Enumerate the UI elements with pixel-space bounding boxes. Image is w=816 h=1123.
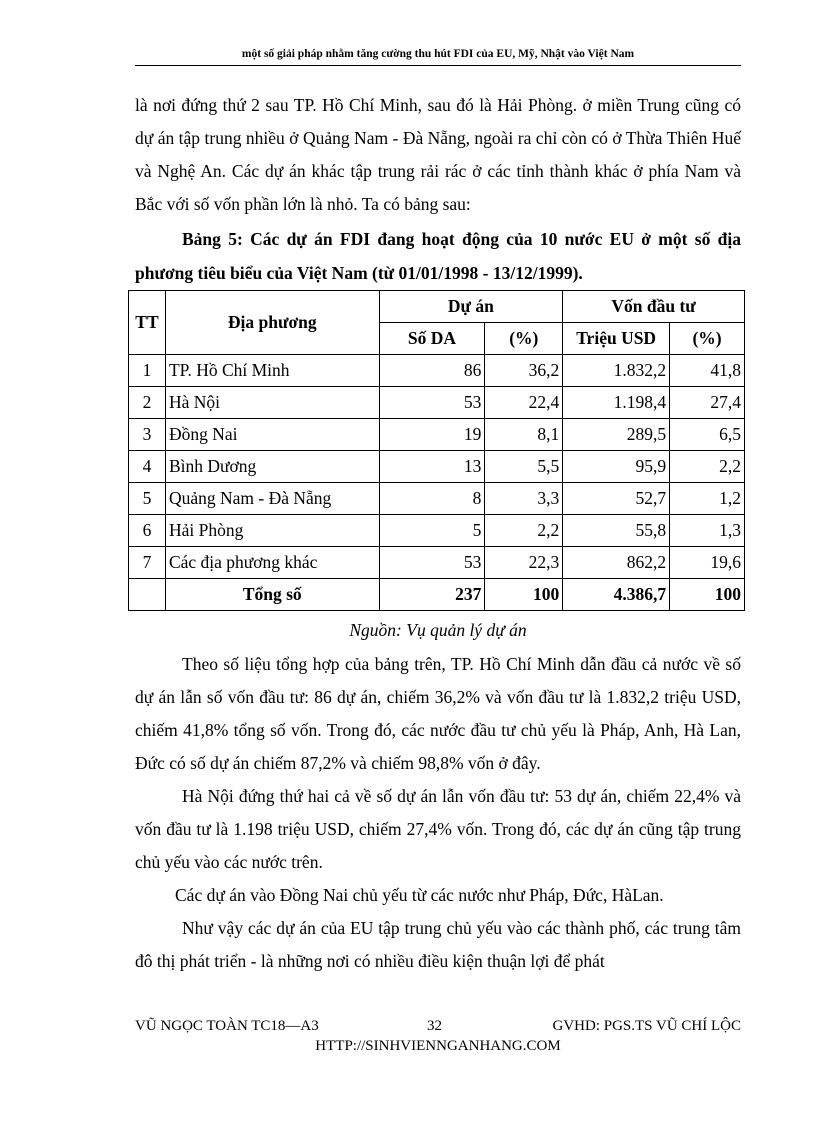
cell-usd: 862,2 — [563, 547, 670, 579]
cell-usd: 289,5 — [563, 419, 670, 451]
cell-locality: Quảng Nam - Đà Nẵng — [165, 483, 379, 515]
cell-pct1: 36,2 — [485, 355, 563, 387]
total-count: 237 — [379, 579, 485, 611]
cell-usd: 1.832,2 — [563, 355, 670, 387]
cell-tt: 1 — [129, 355, 166, 387]
total-label: Tổng số — [165, 579, 379, 611]
cell-tt-empty — [129, 579, 166, 611]
cell-pct1: 2,2 — [485, 515, 563, 547]
cell-pct1: 5,5 — [485, 451, 563, 483]
paragraph-dongnai: Các dự án vào Đồng Nai chủ yếu từ các nước như Pháp, Đức, HàLan. — [175, 885, 664, 905]
table-row — [129, 451, 745, 483]
intro-paragraph — [135, 89, 741, 221]
cell-usd: 95,9 — [563, 451, 670, 483]
cell-locality: Các địa phương khác — [165, 547, 379, 579]
cell-count: 8 — [379, 483, 485, 515]
footer-advisor: GVHD: PGS.TS VŨ CHÍ LỘC — [552, 1018, 741, 1034]
cell-locality: Bình Dương — [165, 451, 379, 483]
fdi-table — [128, 290, 745, 611]
cell-locality: Hải Phòng — [165, 515, 379, 547]
cell-tt: 2 — [129, 387, 166, 419]
running-header: một số giải pháp nhằm tăng cường thu hút FDI của EU, Mỹ, Nhật vào Việt Nam — [241, 48, 635, 60]
cell-pct2: 1,3 — [670, 515, 745, 547]
cell-locality: Đồng Nai — [165, 419, 379, 451]
cell-pct1: 3,3 — [485, 483, 563, 515]
header-usd: Triệu USD — [563, 323, 670, 355]
footer-author: VŨ NGỌC TOÀN TC18—A3 — [135, 1018, 319, 1034]
total-pct1: 100 — [485, 579, 563, 611]
header-count: Số DA — [379, 323, 485, 355]
cell-pct2: 1,2 — [670, 483, 745, 515]
header-locality: Địa phương — [165, 291, 379, 355]
page-number: 32 — [427, 1018, 442, 1034]
cell-usd: 55,8 — [563, 515, 670, 547]
header-capital: Vốn đầu tư — [563, 291, 745, 323]
cell-usd: 1.198,4 — [563, 387, 670, 419]
paragraph-hanoi: Hà Nội đứng thứ hai cả về số dự án lẫn vốn đầu tư: 53 dự án, chiếm 22,4% và vốn đầu tư là 1.198 triệu USD, chiếm 27,4% vốn. Trong đó, các dự án cũng tập trung chủ yếu vào các nước trên. — [135, 786, 741, 872]
footer-url: HTTP://SINHVIENNGANHANG.COM — [315, 1038, 561, 1054]
paragraph-summary: Như vậy các dự án của EU tập trung chủ yếu vào các thành phố, các trung tâm đô thị phát triển - là những nơi có nhiều điều kiện thuận lợi để phát — [135, 918, 741, 971]
cell-count: 13 — [379, 451, 485, 483]
paragraph-hcmc: Theo số liệu tổng hợp của bảng trên, TP. Hồ Chí Minh dẫn đầu cả nước về số dự án lẫn số vốn đầu tư: 86 dự án, chiếm 36,2% và vốn đầu tư là 1.832,2 triệu USD, chiếm 41,8% tổng số vốn. Trong đó, các nước đầu tư chủ yếu là Pháp, Anh, Hà Lan, Đức có số dự án chiếm 87,2% và chiếm 98,8% vốn ở đây. — [135, 654, 741, 773]
cell-count: 19 — [379, 419, 485, 451]
cell-pct1: 8,1 — [485, 419, 563, 451]
table-caption-text: Bảng 5: Các dự án FDI đang hoạt động của 10 nước EU ở một số địa phương tiêu biểu của Việt Nam (từ 01/01/1998 - 13/12/1999). — [135, 229, 741, 283]
cell-usd: 52,7 — [563, 483, 670, 515]
cell-pct2: 27,4 — [670, 387, 745, 419]
table-row — [129, 515, 745, 547]
cell-pct1: 22,3 — [485, 547, 563, 579]
table-caption — [135, 222, 741, 290]
total-row — [129, 579, 745, 611]
header-tt: TT — [129, 291, 166, 355]
total-usd: 4.386,7 — [563, 579, 670, 611]
intro-text: là nơi đứng thứ 2 sau TP. Hồ Chí Minh, sau đó là Hải Phòng. ở miền Trung cũng có dự án tập trung nhiều ở Quảng Nam - Đà Nẵng, ngoài ra chỉ còn có ở Thừa Thiên Huế và Nghệ An. Các dự án khác tập trung rải rác ở các tỉnh thành khác ở phía Nam và Bắc với số vốn phần lớn là nhỏ. Ta có bảng sau: — [135, 95, 741, 214]
table-row — [129, 419, 745, 451]
cell-tt: 5 — [129, 483, 166, 515]
table-row — [129, 387, 745, 419]
cell-pct2: 19,6 — [670, 547, 745, 579]
table-row — [129, 547, 745, 579]
table-source: Nguồn: Vụ quản lý dự án — [349, 620, 527, 640]
body-text — [135, 648, 741, 978]
header-projects: Dự án — [379, 291, 563, 323]
cell-count: 53 — [379, 547, 485, 579]
cell-count: 86 — [379, 355, 485, 387]
cell-locality: Hà Nội — [165, 387, 379, 419]
cell-tt: 6 — [129, 515, 166, 547]
table-row — [129, 483, 745, 515]
cell-count: 53 — [379, 387, 485, 419]
cell-locality: TP. Hồ Chí Minh — [165, 355, 379, 387]
cell-pct2: 2,2 — [670, 451, 745, 483]
cell-tt: 3 — [129, 419, 166, 451]
cell-tt: 7 — [129, 547, 166, 579]
cell-pct2: 6,5 — [670, 419, 745, 451]
header-pct2: (%) — [670, 323, 745, 355]
header-pct1: (%) — [485, 323, 563, 355]
table-row — [129, 355, 745, 387]
header-divider — [135, 65, 741, 66]
cell-pct2: 41,8 — [670, 355, 745, 387]
cell-pct1: 22,4 — [485, 387, 563, 419]
total-pct2: 100 — [670, 579, 745, 611]
cell-count: 5 — [379, 515, 485, 547]
cell-tt: 4 — [129, 451, 166, 483]
